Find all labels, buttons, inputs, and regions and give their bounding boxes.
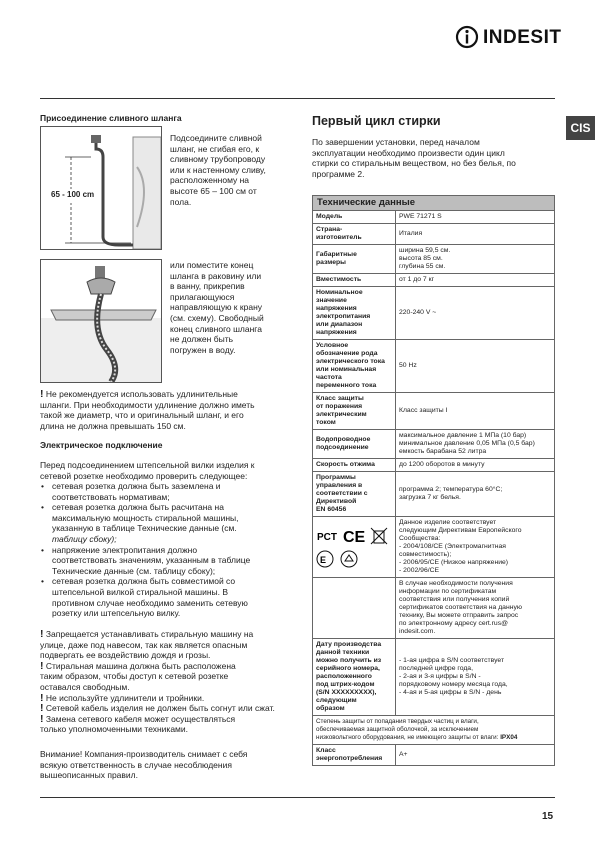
table-row: Страна- изготовитель Италия: [313, 224, 555, 245]
table-row: PCT CE Е Данное изделие соответствует следующим Директивам Европейского Сообщества: - 2004/108/CE (Электромагнитная совместимость); - 2006/95/CE (Низкое напряжение) - 2002/96/CE: [313, 517, 555, 578]
table-row: Скорость отжима до 1200 оборотов в минуту: [313, 459, 555, 472]
first-wash-heading: Первый цикл стирки: [312, 114, 441, 128]
first-wash-text: По завершении установки, перед началом эксплуатации необходимо произвести один цикл стирки со стиральным веществом, но без белья, по программе 2.: [312, 137, 516, 179]
recycle-icon: [339, 550, 359, 568]
drain-wall-illustration-icon: [41, 127, 161, 249]
table-row: Класс энергопотребления A+: [313, 745, 555, 766]
pct-mark-icon: [316, 527, 338, 545]
language-tab: CIS: [566, 116, 595, 140]
warning-icon: !: [40, 691, 44, 704]
page-number: 15: [542, 811, 554, 822]
warning-icon: !: [40, 659, 44, 672]
electrical-checklist: [40, 481, 292, 619]
electrical-heading: Электрическое подключение: [40, 440, 163, 450]
drain-sink-figure: [40, 259, 162, 383]
drain-height-label: 65 - 100 cm: [51, 190, 95, 199]
list-item: • сетевая розетка должна быть заземлена и соответствовать нормативам;: [40, 481, 292, 502]
svg-text:CE: CE: [343, 528, 365, 545]
table-row: Вместимость от 1 до 7 кг: [313, 274, 555, 287]
certification-marks: [316, 527, 388, 568]
weee-bin-icon: [370, 527, 388, 545]
table-row: Условное обозначение рода электрического тока или номинальная частота переменного тока 50 Hz: [313, 340, 555, 393]
warnings-block: ! Запрещается устанавливать стиральную машину на улице, даже под навесом, так как является опасным подвергать ее воздействию дождя и грозы. ! Стиральная машина должна быть расположена таким образом, чтобы доступ к сетевой розетке оставался свободным. ! Не используйте удлинители и тройники. ! Сетевой кабель изделия не должен быть согнут или сжат. ! Замена сетевого кабеля может осуществляться только уполномоченными техниками.: [40, 628, 275, 735]
list-item: • сетевая розетка должна быть совместимой со штепсельной вилкой стиральной машины. В противном случае необходимо заменить сетевую розетку или штепсельную вилку.: [40, 576, 292, 618]
drain-heading: Присоединение сливного шланга: [40, 113, 182, 123]
drain-sink-illustration-icon: [41, 260, 161, 382]
tech-data-table: [312, 195, 555, 766]
svg-text:Е: Е: [320, 554, 327, 565]
indesit-logo: [455, 25, 575, 49]
warning-extension-hose: ! Не рекомендуется использовать удлинительные шланги. При необходимости удлинение должно иметь такой же диаметр, что и оригинальный шланг, и его длина не должна превышать 150 см.: [40, 388, 255, 431]
eac-mark-icon: [316, 550, 334, 568]
table-row: Водопроводное подсоединение максимальное давление 1 МПа (10 бар) минимальное давление 0,05 МПа (0,5 бар) емкость барабана 52 литра: [313, 430, 555, 459]
brand-name: INDESIT: [483, 27, 562, 48]
svg-text:PCT: PCT: [317, 531, 337, 543]
warning-icon: !: [40, 712, 44, 725]
table-row: Модель PWE 71271 S: [313, 211, 555, 224]
drain-text-1: Подсоедините сливной шланг, не сгибая его, к сливному трубопроводу или к настенному сливу, расположенному на высоте 65 – 100 см от пола.: [170, 133, 266, 207]
attention-note: Внимание! Компания-производитель снимает с себя всякую ответственность в случае несоблюдения вышеописанных правил.: [40, 749, 248, 781]
table-row: В случае необходимости получения информации по сертификатам соответствия или получения копий сертификатов соответствия на данную технику, Вы можете отправить запрос по электронному адресу cert.rus@ indesit.com.: [313, 578, 555, 639]
list-item: • сетевая розетка должна быть расчитана на максимальную мощность стиральной машины, указанную в таблице Технические данные (см. таблицу сбоку);: [40, 502, 292, 544]
logo-circle-icon: [455, 25, 481, 49]
ce-mark-icon: [343, 527, 365, 545]
electrical-intro: Перед подсоединением штепсельной вилки изделия к сетевой розетке необходимо проверить следующее:: [40, 460, 255, 481]
table-row: Номинальное значение напряжения электропитания или диапазон напряжения 220-240 V ~: [313, 287, 555, 340]
warning-icon: !: [40, 388, 44, 400]
header-rule: [40, 98, 555, 99]
table-row: Степень защиты от попадания твердых частиц и влаги, обеспечиваемая защитной оболочкой, за исключением низковольтного оборудования, не имеющего защиты от влаги: IPX04: [313, 716, 555, 745]
warning-icon: !: [40, 628, 44, 640]
table-title: Технические данные: [313, 196, 555, 211]
table-row: Дату производства данной техники можно получить из серийного номера, расположенного под штрих-кодом (S/N XXXXXXXXX), следующим образом - 1-ая цифра в S/N соответствует последней цифре года, - 2-ая и 3-я цифры в S/N - порядковому номеру месяца года, - 4-ая и 5-ая цифры в S/N - день: [313, 639, 555, 716]
list-item: • напряжение электропитания должно соответствовать значениям, указанным в таблице Технические данные (см. таблицу сбоку);: [40, 545, 292, 577]
drain-text-2: или поместите конец шланга в раковину или в ванну, прикрепив прилагающуюся направляющую к крану (см. схему). Свободный конец сливного шланга не должен быть погружен в воду.: [170, 260, 264, 355]
footer-rule: [40, 797, 555, 798]
drain-wall-figure: [40, 126, 162, 250]
warning-icon: !: [40, 702, 44, 715]
table-row: Класс защиты от поражения электрическим током Класс защиты I: [313, 393, 555, 430]
table-row: Габаритные размеры ширина 59,5 см. высота 85 см. глубина 55 см.: [313, 245, 555, 274]
table-row: Программы управления в соответствии с Директивой EN 60456 программа 2; температура 60°C; загрузка 7 кг белья.: [313, 472, 555, 517]
